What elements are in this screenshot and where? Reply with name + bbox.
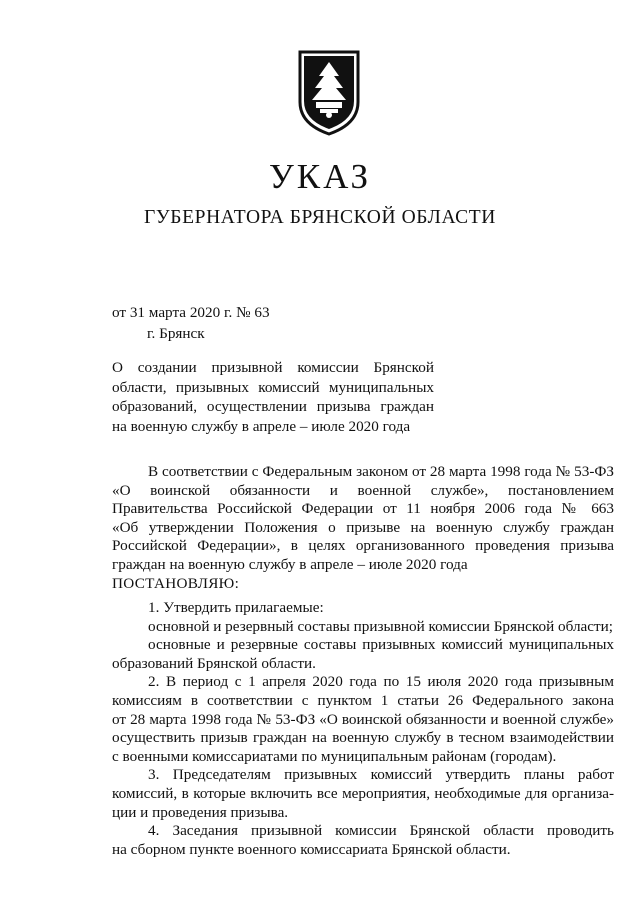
item-line: основные и резервные составы призывных комиссий муниципальных xyxy=(148,636,614,654)
document-title: УКАЗ xyxy=(268,157,372,196)
subject-line: образований, осуществлении призыва граждан xyxy=(112,398,434,415)
decree-word: ПОСТАНОВЛЯЮ: xyxy=(112,574,240,592)
item-line: комиссий, в которые включить все мероприятия, необходимые для организа- xyxy=(112,784,614,802)
decree-subject xyxy=(112,358,434,436)
item-line: от 28 марта 1998 года № 53-ФЗ «О воинской обязанности и военной службе» xyxy=(112,710,614,728)
preamble-line: граждан на военную службу в апреле – июле 2020 года xyxy=(112,555,468,573)
item-line: с военными комиссариатами по муниципальным районам (городам). xyxy=(112,747,557,765)
date-number-line: от 31 марта 2020 г. № 63 xyxy=(112,304,270,321)
coat-of-arms-icon xyxy=(298,50,360,136)
preamble-line: «Об утверждении Положения о призыве на военную службу граждан xyxy=(112,518,614,536)
preamble-line: В соответствии с Федеральным законом от 28 марта 1998 года № 53-ФЗ xyxy=(148,463,614,480)
item-line: 2. В период с 1 апреля 2020 года по 15 июля 2020 года призывным xyxy=(148,673,614,691)
preamble-line: Российской Федерации», в целях организованного проведения призыва xyxy=(112,537,614,555)
item-line: на сборном пункте военного комиссариата Брянской области. xyxy=(112,840,511,858)
subject-line: области, призывных комиссий муниципальных xyxy=(112,378,434,396)
item-line: 1. Утвердить прилагаемые: xyxy=(148,599,324,616)
item-line: образований Брянской области. xyxy=(112,654,316,672)
item-line: 4. Заседания призывной комиссии Брянской области проводить xyxy=(148,822,614,840)
subject-line: на военную службу в апреле – июле 2020 года xyxy=(112,417,411,435)
preamble-line: Правительства Российской Федерации от 11 ноября 2006 года № 663 xyxy=(112,500,614,518)
decree-items xyxy=(112,599,614,859)
document-subtitle: ГУБЕРНАТОРА БРЯНСКОЙ ОБЛАСТИ xyxy=(144,207,496,228)
item-line: 3. Председателям призывных комиссий утвердить планы работ xyxy=(148,766,614,784)
preamble xyxy=(112,463,614,593)
item-line: основной и резервный составы призывной комиссии Брянской области; xyxy=(148,617,613,635)
subject-line: О создании призывной комиссии Брянской xyxy=(112,359,434,376)
item-line: осуществить призыв граждан на военную службу в тесном взаимодействии xyxy=(112,729,614,747)
preamble-line: «О воинской обязанности и военной службе», постановлением xyxy=(112,481,614,499)
item-line: комиссиям в соответствии с пунктом 1 статьи 26 Федерального закона xyxy=(112,691,614,709)
item-line: ции и проведения призыва. xyxy=(112,803,289,821)
city-line: г. Брянск xyxy=(147,325,205,342)
